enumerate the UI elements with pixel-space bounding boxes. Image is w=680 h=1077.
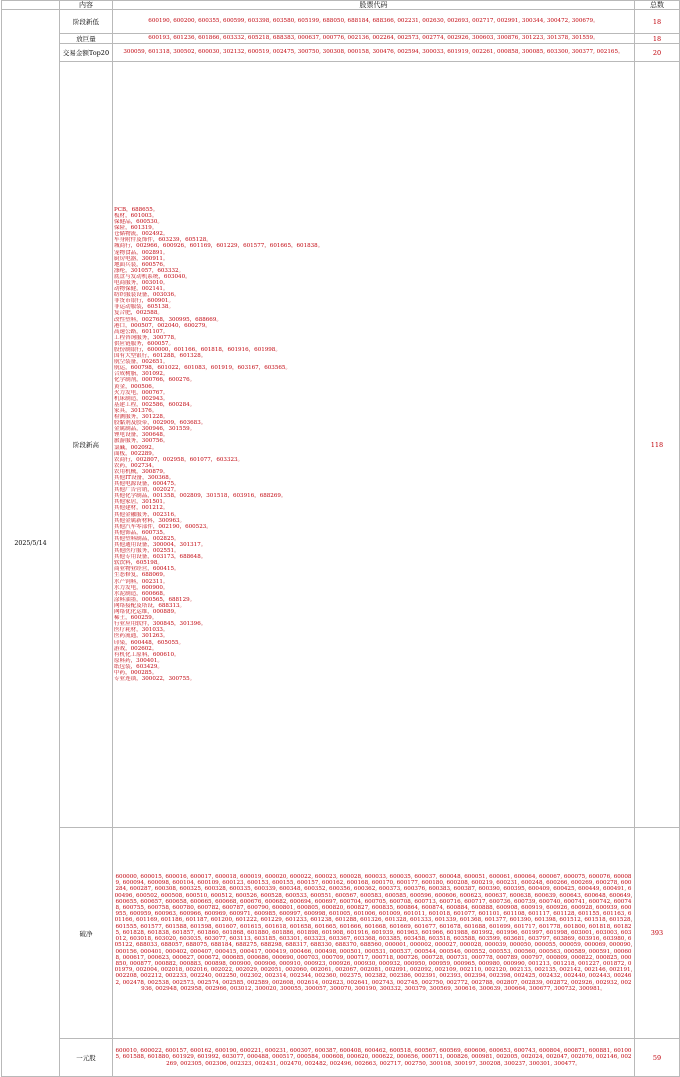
header-row	[2, 1, 680, 10]
codes-cell: 600000, 600015, 600016, 600017, 600018, 600019, 600020, 600022, 600023, 600028, 600033, 600035, 600037, 600048, 600051, 600061, 600064, 600067, 600075, 600076, 600089, 600094, 600098, 600104, 600109, 600123, 600153, 600155, 600157, 600162, 600168, 600170, 600177, 600180, 600208, 600219, 600231, 600248, 600266, 600269, 600278, 600284, 600287, 600308, 600325, 600328, 600335, 600339, 600348, 600352, 600356, 600362, 600373, 600376, 600383, 600387, 600390, 600395, 600409, 600425, 600449, 600491, 600496, 600502, 600508, 600510, 600512, 600526, 600528, 600533, 600551, 600567, 600583, 600585, 600596, 600606, 600623, 600637, 600638, 600639, 600643, 600648, 600649, 600655, 600657, 600658, 600665, 600668, 600676, 600682, 600694, 600697, 600704, 600705, 600708, 600713, 600716, 600717, 600736, 600739, 600740, 600741, 600742, 600748, 600755, 600758, 600780, 600782, 600787, 600790, 600801, 600805, 600820, 600827, 600835, 600864, 600874, 600884, 600888, 600908, 600919, 600926, 600928, 600939, 600955, 600959, 600963, 600966, 600969, 600971, 600985, 600997, 600998, 601005, 601006, 601009, 601011, 601018, 601077, 601101, 601108, 601117, 601128, 601155, 601163, 601166, 601169, 601186, 601187, 601200, 601222, 601229, 601233, 601238, 601288, 601326, 601328, 601333, 601339, 601368, 601377, 601390, 601398, 601512, 601518, 601528, 601555, 601577, 601588, 601598, 601607, 601615, 601618, 601658, 601665, 601666, 601668, 601669, 601677, 601678, 601688, 601699, 601717, 601778, 601800, 601818, 601825, 601828, 601838, 601857, 601860, 601868, 601880, 601886, 601898, 601908, 601916, 601939, 601963, 601966, 601988, 601992, 601996, 601997, 601998, 603001, 603003, 603012, 603018, 603020, 603035, 603077, 603113, 603185, 603301, 603323, 603367, 603368, 603385, 603458, 603518, 603588, 603599, 603681, 603797, 603869, 603916, 603980, 605122, 688033, 688057, 688075, 688184, 688275, 688298, 688317, 688330, 688370, 688560, 000001, 000002, 000027, 000028, 000039, 000050, 000055, 000059, 000069, 000090, 000156, 000401, 000402, 000407, 000415, 000417, 000419, 000466, 000498, 000501, 000531, 000537, 000544, 000546, 000552, 000553, 000560, 000563, 000589, 000591, 000608, 000617, 000623, 000627, 000672, 000685, 000686, 000690, 000703, 000709, 000717, 000718, 000726, 000728, 000731, 000778, 000789, 000797, 000809, 000822, 000825, 000850, 000877, 000882, 000883, 000898, 000900, 000906, 000910, 000923, 000926, 000930, 000932, 000950, 000959, 000965, 000980, 000990, 001213, 001218, 001227, 001872, 001979, 002004, 002018, 002016, 002022, 002029, 002051, 002060, 002061, 002067, 002081, 002091, 002092, 002109, 002110, 002120, 002133, 002135, 002142, 002146, 002191, 002208, 002212, 002233, 002240, 002250, 002302, 002314, 002344, 002360, 002375, 002382, 002386, 002391, 002393, 002394, 002398, 002425, 002432, 002440, 002443, 002462, 002478, 002538, 002573, 002574, 002585, 002589, 002608, 002614, 002623, 002641, 002743, 002745, 002750, 002772, 002788, 002807, 002839, 002872, 002926, 002932, 002936, 002948, 002958, 002966, 003012, 300020, 300055, 300057, 300070, 300190, 300332, 300379, 300569, 300616, 300639, 300664, 300677, 300732, 300981。	[113, 828, 635, 1039]
industry-item: 其他家居，301501。	[114, 499, 169, 506]
industry-item: 有机化工原料，600610。	[114, 651, 180, 658]
industry-item: 水泥制造，600668。	[114, 590, 169, 597]
industry-item: 印染，600448，605055。	[114, 639, 185, 646]
industry-item: 高速公路，601107。	[114, 328, 169, 335]
industry-item: 合成树脂，301092。	[114, 371, 169, 378]
row-top20-amount	[2, 44, 680, 62]
row-below-book	[2, 828, 680, 1039]
codes-cell: 600193, 601236, 601866, 603332, 605218, 688383, 000637, 000776, 002136, 002264, 002573, 002774, 002926, 300603, 300876, 301223, 301378, 301559。	[113, 34, 635, 44]
industry-item: 网络接配及塔设，688313。	[114, 602, 186, 609]
row-label: 阶段新高	[60, 62, 113, 828]
industry-item: 供应链服务，600057。	[114, 340, 175, 347]
row-label: 放巨量	[60, 34, 113, 44]
industry-item: 股份制银行，600000，601166，601818，601916，601998。	[114, 347, 281, 353]
industry-item: 厨房电器，300911。	[114, 255, 169, 262]
codes-cell: 600010, 600022, 600157, 600162, 600190, 600221, 600231, 600307, 600387, 600408, 600462, 600518, 600567, 600569, 600606, 600653, 600743, 600804, 600871, 600881, 601005, 601588, 601880, 601929, 601992, 603077, 000488, 000517, 000584, 000608, 000620, 000622, 000656, 000711, 000826, 000981, 002005, 002024, 002047, 002076, 002146, 002269, 002305, 002306, 002323, 002431, 002470, 002482, 002496, 002663, 002717, 002750, 300108, 300197, 300208, 300237, 300301, 300477。	[113, 1039, 635, 1077]
industry-item: 其他电源设备，600475。	[114, 481, 180, 488]
count-cell: 59	[635, 1039, 680, 1077]
industry-item: 动物保健，002141。	[114, 286, 169, 293]
count-cell: 18	[635, 34, 680, 44]
row-stage-high	[2, 62, 680, 828]
codes-cell: 300059, 601318, 300502, 600030, 302132, 600519, 002475, 300750, 300308, 000158, 300476, 002594, 300033, 601919, 002261, 000858, 300085, 603300, 300377, 002165。	[113, 44, 635, 62]
industry-item: 生态修复，688069。	[114, 572, 169, 579]
industry-item: 火力发电，000767。	[114, 389, 169, 396]
industry-item: 机床制造，002943。	[114, 395, 169, 402]
industry-item: 中药，000285。	[114, 669, 158, 676]
industry-item: 化学制剂，000766，600276。	[114, 377, 196, 384]
industry-item: 复合肥，002588。	[114, 310, 163, 317]
industry-item: 商业物业经营，600415。	[114, 566, 180, 573]
industry-item: 航空装备，002651。	[114, 359, 169, 366]
industry-item: 农用机械，300879。	[114, 468, 169, 475]
industry-item: 黄金，000506。	[114, 383, 158, 390]
industry-item: 农药，002734。	[114, 462, 158, 469]
industry-item: 纺织服装设备，003036。	[114, 292, 180, 299]
header-total: 总数	[635, 1, 680, 10]
row-label: 破净	[60, 828, 113, 1039]
industry-item: 非运动服装，605138。	[114, 304, 175, 311]
industry-item: 其他塑料制品，002825。	[114, 535, 180, 542]
industry-item: 保险，601319。	[114, 225, 158, 232]
industry-item: 其他通用设备，300004，301317。	[114, 542, 207, 548]
industry-item: 农商行，002807，002958，601077，603323。	[114, 456, 244, 463]
industry-item: 其他汽车零部件，002190，600523。	[114, 523, 212, 530]
industry-item: 面板，002289。	[114, 450, 158, 457]
industry-item: 氯碱，002092。	[114, 444, 158, 451]
industry-item: 锂电设备，300648。	[114, 432, 169, 439]
industry-item: 金属制品，300946，301559。	[114, 426, 196, 433]
industry-item: 航运，600798，601022，601083，601919，603167，603565。	[114, 365, 291, 372]
industry-item: 地面兵装，600576。	[114, 261, 169, 268]
industry-item: 涂料油墨，000565，688129。	[114, 596, 196, 603]
industry-item: 其他IT设备，300368。	[114, 474, 175, 481]
industry-item: 行业应用软件，300845，301396。	[114, 621, 207, 628]
industry-item: 其他化学制品，001358，002809，301518，603916，688269。	[114, 493, 287, 500]
industry-item: 其他饰品，600735。	[114, 529, 169, 536]
header-codes: 股票代码	[113, 1, 635, 10]
industry-list-cell	[113, 62, 635, 828]
industry-item: 家具，301376。	[114, 407, 158, 414]
header-date	[2, 1, 60, 10]
industry-item: 其他广告营销，002027。	[114, 487, 180, 494]
row-huge-volume	[2, 34, 680, 44]
row-one-yuan	[2, 1039, 680, 1077]
codes-cell: 600190, 600200, 600355, 600599, 603398, 603580, 605199, 688050, 688184, 688366, 002231, 002630, 002693, 002717, 002991, 300344, 300472, 300679。	[113, 10, 635, 34]
count-cell: 18	[635, 10, 680, 34]
industry-item: 涤纶，301057，603332。	[114, 267, 185, 274]
industry-item: 其他医疗服务，002551。	[114, 548, 180, 555]
row-stage-low	[2, 10, 680, 34]
industry-item: 仓储物流，002492。	[114, 231, 169, 238]
date-cell: 2025/5/14	[2, 10, 60, 1077]
industry-item: 工程咨询服务，300778。	[114, 334, 180, 341]
industry-item: 软饮料，605198。	[114, 560, 163, 567]
industry-item: 基建工程，002586，600284。	[114, 401, 196, 408]
row-label: 交易金额Top20	[60, 44, 113, 62]
industry-item: 底盘与发动机系统，603040。	[114, 273, 191, 280]
count-cell: 20	[635, 44, 680, 62]
count-cell: 118	[635, 62, 680, 828]
industry-item: 游戏，002602。	[114, 645, 158, 652]
industry-item: 其他金融服务，002316。	[114, 511, 180, 518]
industry-item: 城商行，002966，600926，601169，601229，601577，601665，601838。	[114, 243, 324, 250]
row-label: 一元股	[60, 1039, 113, 1077]
industry-item: 网络优化运维，000889。	[114, 609, 180, 616]
industry-item: 港口，000507，002040，600279。	[114, 322, 211, 329]
industry-item: 纸包装，603429。	[114, 663, 163, 670]
industry-item: 水产饲料，002311。	[114, 578, 169, 585]
industry-item: 水力发电，600900。	[114, 584, 169, 591]
industry-item: 医疗耗材，301033。	[114, 627, 169, 634]
industry-item: 检测服务，301228。	[114, 414, 169, 421]
industry-item: 稀土，600259。	[114, 615, 158, 622]
header-content: 内容	[60, 1, 113, 10]
industry-item: 其他专用设备，603173，688648。	[114, 554, 207, 561]
stock-screen-table	[1, 0, 680, 1077]
industry-item: 医药流通，301263。	[114, 633, 169, 640]
industry-item: 保健品，600530。	[114, 219, 163, 226]
count-cell: 393	[635, 828, 680, 1039]
industry-item: 电商服务，003010。	[114, 279, 169, 286]
row-label: 阶段新低	[60, 10, 113, 34]
industry-item: PCB，688655。	[114, 206, 159, 213]
industry-item: 原料药，300401。	[114, 657, 163, 664]
industry-item: 胶黏剂及胶带，002909，603683。	[114, 420, 207, 427]
industry-item: 车身附件及饰件，603239，605128。	[114, 237, 212, 244]
industry-item: 非货币银行，600901。	[114, 298, 175, 305]
industry-item: 板材，601003。	[114, 212, 158, 219]
industry-item: 专业连锁，300022，300755。	[114, 676, 196, 683]
industry-item: 旅游服务，300756。	[114, 438, 169, 445]
industry-item: 国有大型银行，601288，601328。	[114, 353, 207, 360]
industry-item: 改性塑料，002768，300995，688669。	[114, 316, 222, 323]
industry-item: 其他建材，001212。	[114, 505, 169, 512]
industry-item: 其他金属新材料，300963。	[114, 517, 186, 524]
industry-item: 宠物食品，002891。	[114, 249, 169, 256]
